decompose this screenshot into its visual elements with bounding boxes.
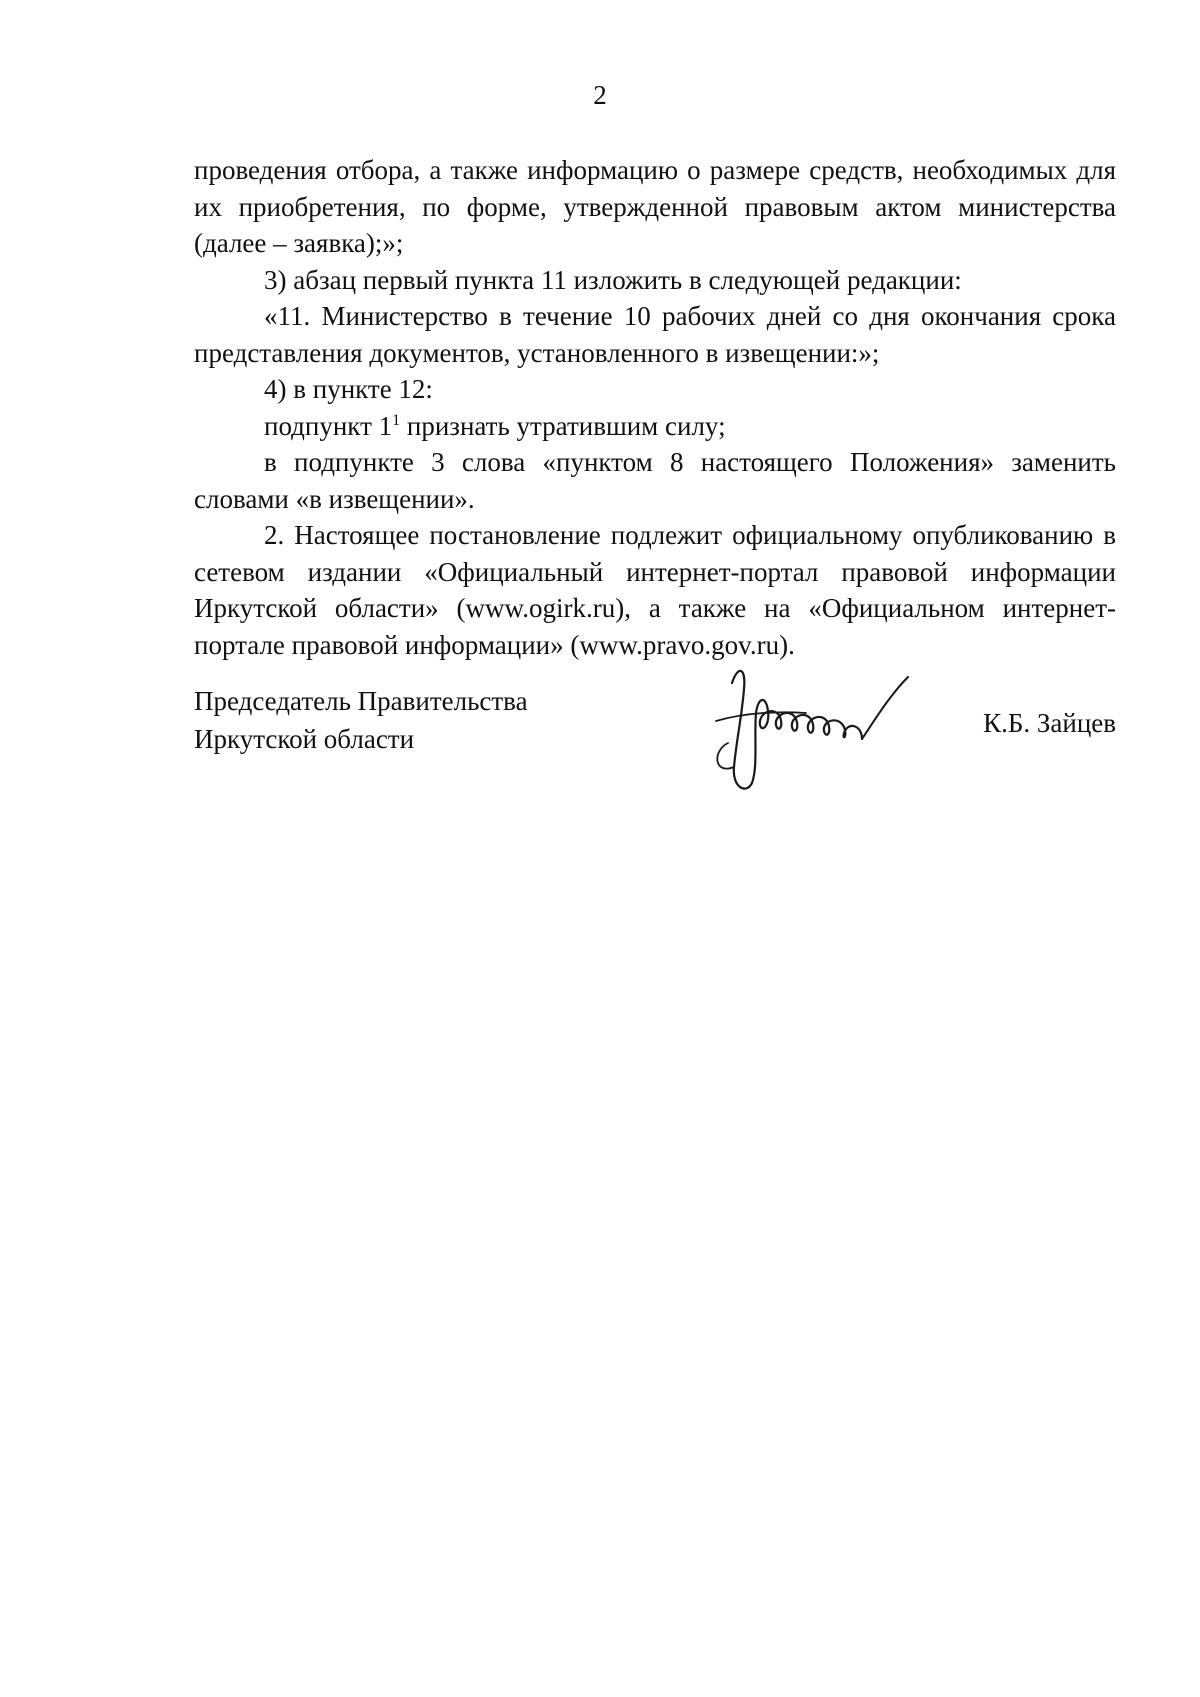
signer-name: К.Б. Зайцев: [983, 708, 1116, 738]
signer-position: [194, 682, 528, 758]
subitem-superscript: 1: [392, 411, 401, 429]
document-body: [194, 152, 1116, 663]
paragraph-subitem-3: в подпункте 3 слова «пунктом 8 настоящего Положения» заменить словами «в извещении».: [194, 447, 1116, 514]
subitem-text-before: подпункт 1: [264, 410, 393, 441]
paragraph-item-3: 3) абзац первый пункта 11 изложить в следующей редакции:: [264, 264, 962, 295]
signer-position-line-1: Председатель Правительства: [194, 686, 528, 716]
signer-position-line-2: Иркутской области: [194, 724, 415, 754]
signature-stroke-tail: [862, 677, 908, 739]
signature-stroke-main: [732, 671, 862, 789]
paragraph-publication: 2. Настоящее постановление подлежит официальному опубликованию в сетевом издании «Официальный интернет-портал правовой информации Иркутской области» (www.ogirk.ru), а также на «Официальном интернет-портале правовой информации» (www.pravo.gov.ru).: [194, 520, 1116, 660]
signature-stroke-loop: [717, 743, 734, 769]
page-number: 2: [593, 80, 607, 110]
subitem-text-after: признать утратившим силу;: [400, 410, 726, 441]
paragraph-subitem-1-1: [194, 408, 1116, 445]
signature-block: [194, 682, 1116, 802]
paragraph-application-info: проведения отбора, а также информацию о размере средств, необходимых для их приобретения, по форме, утвержденной правовым актом министерства (далее – заявка);»;: [194, 155, 1116, 258]
paragraph-item-4: 4) в пункте 12:: [264, 374, 433, 404]
handwritten-signature: [694, 655, 934, 805]
paragraph-item-11-quote: «11. Министерство в течение 10 рабочих дней со дня окончания срока представления документов, установленного в извещении:»;: [194, 301, 1116, 368]
